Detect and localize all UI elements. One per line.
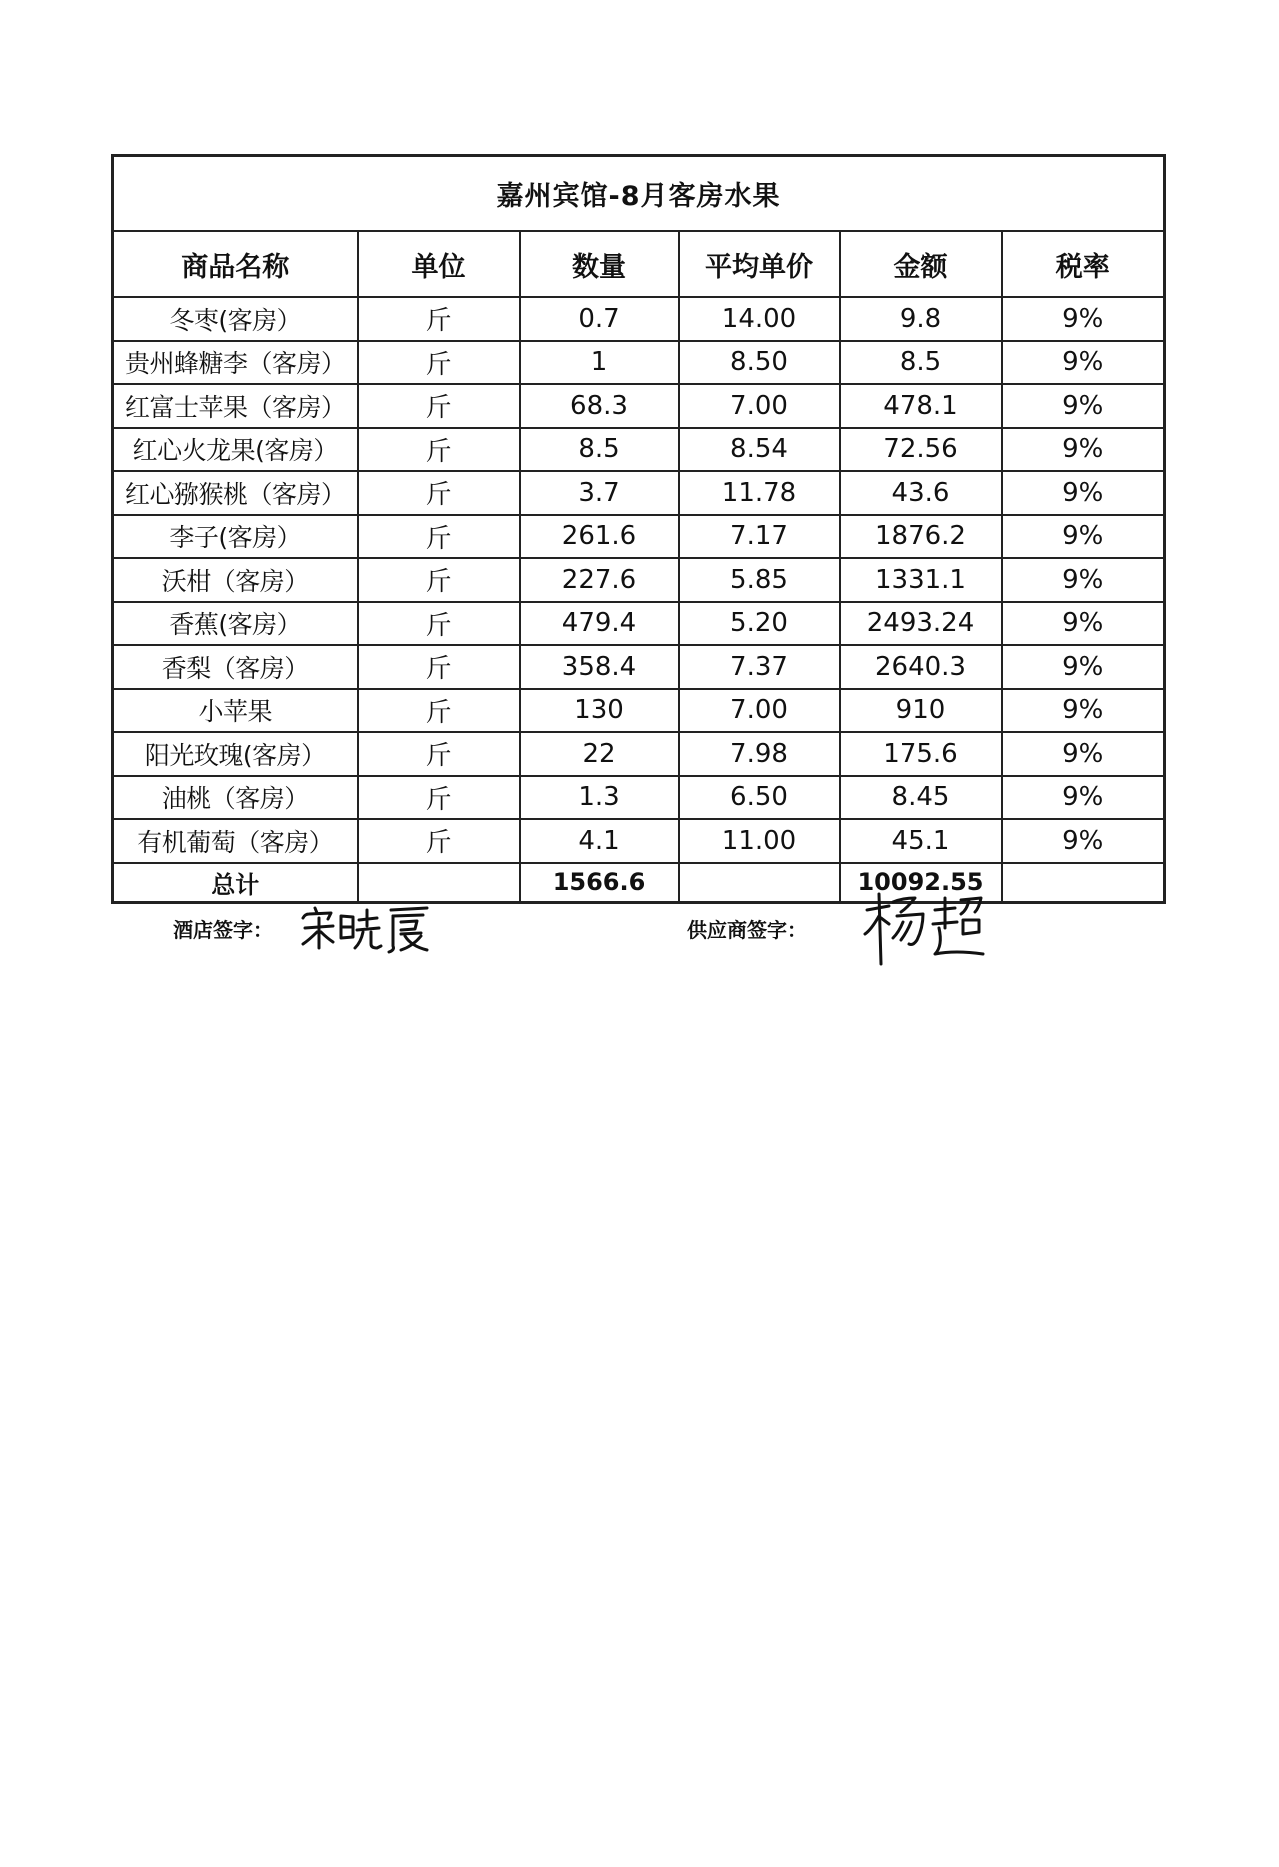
table-row <box>113 384 1165 428</box>
cell-unit: 斤 <box>358 776 520 820</box>
cell-name: 小苹果 <box>113 689 358 733</box>
cell-tax: 9% <box>1002 341 1165 385</box>
cell-qty: 227.6 <box>520 558 679 602</box>
cell-tax: 9% <box>1002 384 1165 428</box>
cell-unit: 斤 <box>358 515 520 559</box>
cell-unit: 斤 <box>358 384 520 428</box>
total-qty: 1566.6 <box>520 863 679 903</box>
cell-amount: 478.1 <box>840 384 1002 428</box>
column-header-qty: 数量 <box>520 231 679 297</box>
cell-price: 5.85 <box>679 558 840 602</box>
fruit-statement-table <box>111 154 1166 904</box>
cell-price: 6.50 <box>679 776 840 820</box>
cell-name: 有机葡萄（客房） <box>113 819 358 863</box>
cell-tax: 9% <box>1002 732 1165 776</box>
column-header-tax: 税率 <box>1002 231 1165 297</box>
cell-qty: 4.1 <box>520 819 679 863</box>
cell-tax: 9% <box>1002 602 1165 646</box>
cell-unit: 斤 <box>358 689 520 733</box>
cell-unit: 斤 <box>358 645 520 689</box>
cell-qty: 1.3 <box>520 776 679 820</box>
hotel-signature-label: 酒店签字： <box>173 918 273 942</box>
table-row <box>113 602 1165 646</box>
fruit-statement-sheet <box>111 154 1163 904</box>
cell-amount: 9.8 <box>840 297 1002 341</box>
total-unit <box>358 863 520 903</box>
cell-amount: 43.6 <box>840 471 1002 515</box>
cell-price: 7.37 <box>679 645 840 689</box>
cell-unit: 斤 <box>358 558 520 602</box>
table-row <box>113 819 1165 863</box>
cell-unit: 斤 <box>358 341 520 385</box>
cell-qty: 22 <box>520 732 679 776</box>
cell-unit: 斤 <box>358 428 520 472</box>
table-row <box>113 297 1165 341</box>
table-row <box>113 732 1165 776</box>
cell-unit: 斤 <box>358 732 520 776</box>
table-row <box>113 428 1165 472</box>
cell-unit: 斤 <box>358 602 520 646</box>
cell-qty: 1 <box>520 341 679 385</box>
cell-amount: 2640.3 <box>840 645 1002 689</box>
cell-amount: 175.6 <box>840 732 1002 776</box>
cell-price: 5.20 <box>679 602 840 646</box>
cell-unit: 斤 <box>358 471 520 515</box>
cell-price: 7.98 <box>679 732 840 776</box>
cell-qty: 130 <box>520 689 679 733</box>
table-row <box>113 558 1165 602</box>
cell-price: 7.00 <box>679 384 840 428</box>
cell-name: 红心火龙果(客房） <box>113 428 358 472</box>
cell-qty: 3.7 <box>520 471 679 515</box>
table-body <box>113 297 1165 863</box>
cell-amount: 910 <box>840 689 1002 733</box>
cell-name: 贵州蜂糖李（客房） <box>113 341 358 385</box>
cell-amount: 2493.24 <box>840 602 1002 646</box>
cell-tax: 9% <box>1002 515 1165 559</box>
total-tax <box>1002 863 1165 903</box>
cell-amount: 1331.1 <box>840 558 1002 602</box>
supplier-signature-label: 供应商签字： <box>687 918 807 942</box>
cell-name: 香蕉(客房） <box>113 602 358 646</box>
signature-row <box>111 906 1163 976</box>
table-row <box>113 471 1165 515</box>
cell-tax: 9% <box>1002 297 1165 341</box>
cell-tax: 9% <box>1002 428 1165 472</box>
table-row <box>113 341 1165 385</box>
column-header-price: 平均单价 <box>679 231 840 297</box>
supplier-handwritten-signature <box>863 888 993 968</box>
cell-price: 8.50 <box>679 341 840 385</box>
column-header-unit: 单位 <box>358 231 520 297</box>
cell-qty: 8.5 <box>520 428 679 472</box>
cell-amount: 8.45 <box>840 776 1002 820</box>
cell-amount: 45.1 <box>840 819 1002 863</box>
cell-name: 沃柑（客房） <box>113 558 358 602</box>
column-header-name: 商品名称 <box>113 231 358 297</box>
cell-name: 冬枣(客房） <box>113 297 358 341</box>
table-row <box>113 776 1165 820</box>
cell-qty: 358.4 <box>520 645 679 689</box>
cell-price: 11.00 <box>679 819 840 863</box>
cell-name: 油桃（客房） <box>113 776 358 820</box>
hotel-handwritten-signature <box>297 902 437 954</box>
cell-qty: 0.7 <box>520 297 679 341</box>
cell-qty: 261.6 <box>520 515 679 559</box>
cell-name: 李子(客房） <box>113 515 358 559</box>
total-row <box>113 863 1165 903</box>
cell-price: 11.78 <box>679 471 840 515</box>
total-label: 总计 <box>113 863 358 903</box>
cell-tax: 9% <box>1002 471 1165 515</box>
column-header-amount: 金额 <box>840 231 1002 297</box>
cell-price: 8.54 <box>679 428 840 472</box>
cell-tax: 9% <box>1002 558 1165 602</box>
cell-name: 红心猕猴桃（客房） <box>113 471 358 515</box>
cell-name: 香梨（客房） <box>113 645 358 689</box>
table-title: 嘉州宾馆-8月客房水果 <box>113 156 1165 232</box>
cell-name: 阳光玫瑰(客房） <box>113 732 358 776</box>
table-row <box>113 515 1165 559</box>
cell-tax: 9% <box>1002 776 1165 820</box>
cell-price: 7.17 <box>679 515 840 559</box>
cell-qty: 68.3 <box>520 384 679 428</box>
table-row <box>113 645 1165 689</box>
cell-tax: 9% <box>1002 689 1165 733</box>
cell-tax: 9% <box>1002 819 1165 863</box>
cell-amount: 72.56 <box>840 428 1002 472</box>
cell-tax: 9% <box>1002 645 1165 689</box>
header-row <box>113 231 1165 297</box>
table-row <box>113 689 1165 733</box>
cell-unit: 斤 <box>358 819 520 863</box>
cell-qty: 479.4 <box>520 602 679 646</box>
cell-unit: 斤 <box>358 297 520 341</box>
total-price <box>679 863 840 903</box>
cell-price: 14.00 <box>679 297 840 341</box>
cell-price: 7.00 <box>679 689 840 733</box>
cell-amount: 8.5 <box>840 341 1002 385</box>
cell-amount: 1876.2 <box>840 515 1002 559</box>
cell-name: 红富士苹果（客房） <box>113 384 358 428</box>
total-amount: 10092.55 <box>840 863 1002 903</box>
